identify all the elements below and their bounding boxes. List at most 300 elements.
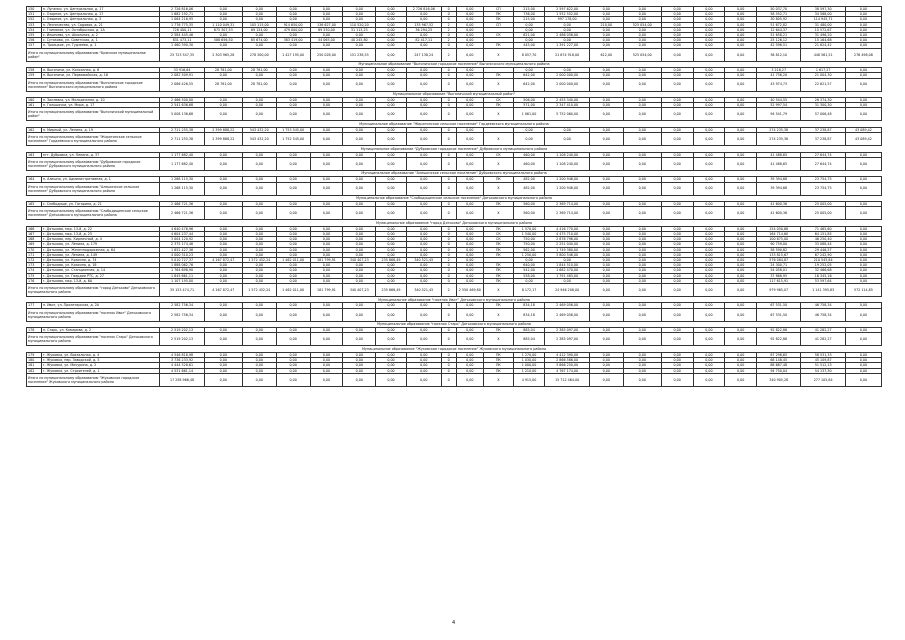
row-value: 479 000,00 bbox=[276, 27, 310, 32]
row-value: 0,00 bbox=[845, 152, 881, 157]
row-value: 1 888 062,76 bbox=[160, 263, 204, 268]
total-value: 0,00 bbox=[310, 333, 343, 346]
total-value: 0 bbox=[441, 373, 456, 386]
total-value: 0,00 bbox=[376, 333, 407, 346]
row-value: 0,00 bbox=[276, 43, 310, 48]
row-value: 0,00 bbox=[242, 103, 276, 108]
row-value: 69 530,00 bbox=[310, 27, 343, 32]
total-row bbox=[27, 78, 882, 91]
row-value: 0 bbox=[441, 231, 456, 236]
total-value: 2 086 426,55 bbox=[160, 78, 204, 91]
row-value: 0,00 bbox=[845, 328, 881, 333]
row-value: 28 781,00 bbox=[242, 68, 276, 73]
row-number: 181 bbox=[27, 363, 42, 368]
row-value: 0 bbox=[441, 303, 456, 308]
row-value: 0,00 bbox=[623, 328, 661, 333]
total-row bbox=[27, 283, 882, 296]
total-value: 0,00 bbox=[406, 133, 441, 146]
row-value: 340 521,45 bbox=[406, 257, 441, 262]
total-value: 0,00 bbox=[589, 333, 623, 346]
row-value: 0,00 bbox=[456, 12, 484, 17]
row-value: 42 596,51 bbox=[757, 43, 801, 48]
total-value: 1 268 115,30 bbox=[160, 182, 204, 195]
total-value: 0,00 bbox=[343, 157, 376, 170]
row-value: 4 546 818,98 bbox=[160, 352, 204, 357]
section-title: Муниципальное образование "Жуковское городское поселение" Жуковского муниципального района bbox=[27, 346, 882, 353]
row-value: 0,00 bbox=[343, 98, 376, 103]
row-value: 0,00 bbox=[845, 352, 881, 357]
row-value: 0,00 bbox=[589, 68, 623, 73]
total-value: 0,00 bbox=[623, 78, 661, 91]
row-value: 5 010 727,37 bbox=[160, 257, 204, 262]
row-address: с. Озорное, ул. Центральная, д. 17 bbox=[41, 12, 160, 17]
row-value: 543 432,20 bbox=[242, 127, 276, 132]
row-value: 2 466 721,36 bbox=[160, 202, 204, 207]
row-value: 0,00 bbox=[545, 38, 589, 43]
total-value: 15 712 464,00 bbox=[545, 373, 589, 386]
total-value: 25 723 547,35 bbox=[160, 48, 204, 61]
row-value: 0,00 bbox=[242, 278, 276, 283]
row-number: 175 bbox=[27, 273, 42, 278]
row-value: 0,00 bbox=[242, 177, 276, 182]
row-value: 0,00 bbox=[456, 226, 484, 231]
row-value: 114 945,71 bbox=[801, 17, 845, 22]
total-value: 0,00 bbox=[204, 308, 242, 321]
total-value: 0,00 bbox=[661, 48, 693, 61]
row-value: 0,00 bbox=[242, 263, 276, 268]
total-value: 0,00 bbox=[310, 373, 343, 386]
total-value: 340 407,23 bbox=[343, 283, 376, 296]
row-value: 0,00 bbox=[545, 278, 589, 283]
row-value: 54 137,30 bbox=[801, 368, 845, 373]
row-value: 821,00 bbox=[513, 33, 545, 38]
row-value: 0,00 bbox=[204, 152, 242, 157]
row-value: 1 540,00 bbox=[513, 231, 545, 236]
total-label: Итого по муниципальному образованию "Слободищенское сельское поселение" Дятьковского муниципального района bbox=[27, 207, 160, 220]
row-value: ПК bbox=[484, 368, 514, 373]
total-value: 0 bbox=[441, 157, 456, 170]
row-value: 0,00 bbox=[693, 257, 725, 262]
row-value: 0,00 bbox=[545, 68, 589, 73]
row-number: 158 bbox=[27, 68, 42, 73]
row-value: 41 756,20 bbox=[757, 73, 801, 78]
row-value: 0,00 bbox=[513, 27, 545, 32]
row-value: 0,00 bbox=[310, 98, 343, 103]
row-value: 0,00 bbox=[725, 303, 757, 308]
row-value: 0,00 bbox=[661, 303, 693, 308]
row-value: 0,00 bbox=[693, 202, 725, 207]
row-value: 0,00 bbox=[693, 328, 725, 333]
section-title: Муниципальное образование "Выгоничский муниципальный район" bbox=[27, 91, 882, 98]
row-value: 0,00 bbox=[276, 363, 310, 368]
row-value: 0,00 bbox=[456, 17, 484, 22]
row-value: 1 064 216,95 bbox=[160, 17, 204, 22]
row-value: 0,00 bbox=[406, 127, 441, 132]
row-value: 92 822,86 bbox=[757, 328, 801, 333]
row-value: 2 455 340,00 bbox=[545, 98, 589, 103]
row-value: 0,00 bbox=[623, 231, 661, 236]
total-value: 0,00 bbox=[845, 108, 881, 121]
row-value: 41 488,65 bbox=[757, 152, 801, 157]
row-value: 0,00 bbox=[376, 231, 407, 236]
total-value: 17 258 966,48 bbox=[160, 373, 204, 386]
total-value: 0 bbox=[441, 133, 456, 146]
total-row bbox=[27, 108, 882, 121]
row-value: 33 916,64 bbox=[160, 68, 204, 73]
row-value: 0,00 bbox=[376, 363, 407, 368]
row-address: г. Дятьково, ул. Гвардии РТС, д. 27 bbox=[41, 273, 160, 278]
row-value: ПК bbox=[484, 268, 514, 273]
row-address: г. Жуковка, пер. Заводской, д. 5 bbox=[41, 358, 160, 363]
row-value: 0,00 bbox=[725, 152, 757, 157]
row-value: 0,00 bbox=[406, 278, 441, 283]
row-value: 0,00 bbox=[693, 231, 725, 236]
row-number: 155 bbox=[27, 33, 42, 38]
row-value: 0,00 bbox=[661, 12, 693, 17]
row-value: 0,00 bbox=[406, 152, 441, 157]
row-value: 0,00 bbox=[845, 237, 881, 242]
row-value: 0 bbox=[441, 352, 456, 357]
row-value: 2 582 756,34 bbox=[160, 303, 204, 308]
row-value: 0,00 bbox=[310, 358, 343, 363]
row-value: 0,00 bbox=[589, 363, 623, 368]
row-value: 33 088,44 bbox=[801, 242, 845, 247]
total-value: 27 644,74 bbox=[801, 157, 845, 170]
row-value: 0,00 bbox=[406, 68, 441, 73]
row-value: 2 726 816,06 bbox=[406, 7, 441, 12]
row-value: 34 588,00 bbox=[801, 12, 845, 17]
row-value: 0,00 bbox=[456, 73, 484, 78]
row-value: 0,00 bbox=[661, 33, 693, 38]
row-value: 0,00 bbox=[845, 247, 881, 252]
row-value: 0,00 bbox=[376, 177, 407, 182]
row-value: 0 bbox=[441, 127, 456, 132]
total-value: 0,00 bbox=[456, 182, 484, 195]
row-number: 160 bbox=[27, 98, 42, 103]
row-value: 0,00 bbox=[343, 43, 376, 48]
total-value: 0,00 bbox=[693, 78, 725, 91]
row-value: 31 113,23 bbox=[343, 27, 376, 32]
row-value: 0,00 bbox=[661, 263, 693, 268]
row-value: 0 bbox=[441, 202, 456, 207]
row-value: 0,00 bbox=[589, 328, 623, 333]
row-value: 0,00 bbox=[376, 103, 407, 108]
row-value: 0,00 bbox=[376, 17, 407, 22]
row-value: 2 726 816,06 bbox=[160, 7, 204, 12]
row-value: 0,00 bbox=[343, 303, 376, 308]
row-value: 0,00 bbox=[242, 152, 276, 157]
total-value: 0,00 bbox=[623, 373, 661, 386]
row-value: 32 466,68 bbox=[801, 268, 845, 273]
row-value: 0,00 bbox=[376, 27, 407, 32]
row-value: 460,00 bbox=[513, 152, 545, 157]
row-value: 0,00 bbox=[623, 27, 661, 32]
row-value: 2 251 040,00 bbox=[545, 242, 589, 247]
row-value: 0,00 bbox=[661, 268, 693, 273]
row-value: 0,00 bbox=[376, 303, 407, 308]
row-value: 0,00 bbox=[623, 33, 661, 38]
row-value: 642,00 bbox=[513, 73, 545, 78]
row-value: 58 531,33 bbox=[801, 352, 845, 357]
row-value: 0,00 bbox=[406, 242, 441, 247]
total-label: Итого по муниципальному образованию "город Дятьково" Дятьковского муниципального района bbox=[27, 283, 160, 296]
row-value: 0,00 bbox=[376, 38, 407, 43]
row-value: 750,00 bbox=[513, 242, 545, 247]
row-value: 0,00 bbox=[204, 17, 242, 22]
row-value: 0,00 bbox=[623, 242, 661, 247]
row-value: 0,00 bbox=[343, 242, 376, 247]
total-value: 276 498,08 bbox=[845, 48, 881, 61]
row-value: 87 298,65 bbox=[757, 352, 801, 357]
row-value: 0,00 bbox=[693, 27, 725, 32]
total-value: 0,00 bbox=[693, 108, 725, 121]
row-value: 0,00 bbox=[693, 22, 725, 27]
total-label: Итого по муниципальному образованию "Брянское муниципальное район" bbox=[27, 48, 160, 61]
row-value: 0,00 bbox=[456, 202, 484, 207]
total-value: 560,00 bbox=[513, 207, 545, 220]
row-value: 4 412 390,00 bbox=[545, 352, 589, 357]
row-value: 0,00 bbox=[310, 152, 343, 157]
row-value: 0,00 bbox=[693, 103, 725, 108]
row-value: 0,00 bbox=[242, 33, 276, 38]
row-value: 2 399 888,22 bbox=[204, 127, 242, 132]
row-value: 0,00 bbox=[310, 73, 343, 78]
row-value: 0,00 bbox=[310, 202, 343, 207]
row-value: 1 852 427,36 bbox=[160, 247, 204, 252]
total-value: 0,00 bbox=[406, 373, 441, 386]
row-value: 0,00 bbox=[725, 273, 757, 278]
row-value: 0,00 bbox=[204, 242, 242, 247]
row-value: 0,00 bbox=[204, 247, 242, 252]
total-label: Итого по муниципальному образованию "Жирятинское сельское поселение" Гордеевского муниципального района bbox=[27, 133, 160, 146]
row-value: 831 473,11 bbox=[160, 38, 204, 43]
row-value: 2 866 586,00 bbox=[545, 358, 589, 363]
row-address: п. Мирный, ул. Ленина, д. 19 bbox=[41, 127, 160, 132]
row-value: 41 600,36 bbox=[757, 202, 801, 207]
row-value: 45 109,87 bbox=[801, 358, 845, 363]
row-value: 0,00 bbox=[343, 68, 376, 73]
row-value: 0,00 bbox=[406, 73, 441, 78]
row-value: 215,00 bbox=[513, 17, 545, 22]
row-value: 0,00 bbox=[845, 17, 881, 22]
row-address: г. Жуковка, ул. Строителей, д. 1 bbox=[41, 368, 160, 373]
row-value: 0,00 bbox=[204, 358, 242, 363]
row-value: 0,00 bbox=[661, 252, 693, 257]
row-value: 0 bbox=[441, 103, 456, 108]
row-value: 0,00 bbox=[623, 43, 661, 48]
row-value: 0,00 bbox=[406, 226, 441, 231]
row-value: 0,00 bbox=[623, 127, 661, 132]
row-value: 0,00 bbox=[661, 257, 693, 262]
row-value: 0,00 bbox=[204, 73, 242, 78]
row-value: 0,00 bbox=[693, 33, 725, 38]
row-value: 4 640 476,96 bbox=[160, 226, 204, 231]
row-value: 0,00 bbox=[204, 363, 242, 368]
row-value: 736,00 bbox=[513, 12, 545, 17]
total-value: Х bbox=[484, 48, 514, 61]
row-value: 0,00 bbox=[343, 73, 376, 78]
row-value: 36 294,25 bbox=[406, 27, 441, 32]
row-value: 1 000,00 bbox=[513, 363, 545, 368]
total-value: 448 561,51 bbox=[801, 48, 845, 61]
total-value: 0,00 bbox=[589, 78, 623, 91]
row-value: 0,00 bbox=[343, 368, 376, 373]
total-value: 0,00 bbox=[661, 333, 693, 346]
row-value: 0,00 bbox=[276, 177, 310, 182]
row-value: 0,00 bbox=[204, 368, 242, 373]
total-value: 0,00 bbox=[406, 182, 441, 195]
row-value: 0,00 bbox=[845, 303, 881, 308]
row-value: 41 282,27 bbox=[801, 328, 845, 333]
total-value: 0,00 bbox=[693, 283, 725, 296]
row-value: 0,00 bbox=[204, 352, 242, 357]
row-value: 0 bbox=[441, 278, 456, 283]
section-title: Муниципальное образование "поселок Старь" Дятьковского муниципального района bbox=[27, 321, 882, 328]
row-value: 0,00 bbox=[661, 363, 693, 368]
total-value: 0,00 bbox=[693, 333, 725, 346]
row-value: 0,00 bbox=[693, 363, 725, 368]
total-value: 0,00 bbox=[725, 157, 757, 170]
row-value: 0,00 bbox=[623, 263, 661, 268]
row-value: 0,00 bbox=[343, 328, 376, 333]
row-value: 38 597,30 bbox=[801, 7, 845, 12]
row-value: 0 bbox=[441, 12, 456, 17]
row-value: 0,00 bbox=[406, 252, 441, 257]
total-value: Х bbox=[484, 133, 514, 146]
row-value: 0,00 bbox=[661, 328, 693, 333]
row-value: 0,00 bbox=[725, 68, 757, 73]
total-label: Итого по муниципальному образованию "Алешинское сельское поселение" Дубровского муниципального района bbox=[27, 182, 160, 195]
row-value: 0,00 bbox=[204, 263, 242, 268]
row-value: 0,00 bbox=[456, 237, 484, 242]
row-value: 0,00 bbox=[310, 12, 343, 17]
total-value: 0,00 bbox=[406, 157, 441, 170]
row-address: г. Жуковка, ул. Мичурина, д. 2 bbox=[41, 363, 160, 368]
total-value: 0,00 bbox=[623, 207, 661, 220]
row-value: 1 268 115,30 bbox=[160, 177, 204, 182]
total-row bbox=[27, 182, 882, 195]
total-value: 94 541,79 bbox=[757, 108, 801, 121]
row-number: 163 bbox=[27, 152, 42, 157]
row-value: 67 242,90 bbox=[801, 252, 845, 257]
row-value: 28 781,00 bbox=[204, 68, 242, 73]
row-value: 0,00 bbox=[725, 237, 757, 242]
row-value: 0,00 bbox=[276, 231, 310, 236]
row-value: 54 065,00 bbox=[310, 38, 343, 43]
row-value: 0,00 bbox=[661, 358, 693, 363]
row-value: 0,00 bbox=[589, 27, 623, 32]
total-value: 0,00 bbox=[204, 207, 242, 220]
row-value: ПК bbox=[484, 303, 514, 308]
total-value: 39 394,68 bbox=[757, 182, 801, 195]
total-value: 274 235,38 bbox=[757, 133, 801, 146]
row-value: 0,00 bbox=[725, 242, 757, 247]
row-value: 1 776 775,35 bbox=[160, 22, 204, 27]
row-address: п. Старь, ул. Комарова, д. 2 bbox=[41, 328, 160, 333]
row-value: 0,00 bbox=[589, 303, 623, 308]
row-value: СК bbox=[484, 237, 514, 242]
row-value: 0,00 bbox=[845, 12, 881, 17]
row-value: 0,00 bbox=[661, 226, 693, 231]
total-value: 5 008 136,68 bbox=[160, 108, 204, 121]
row-value: 105 115,00 bbox=[242, 22, 276, 27]
row-value: 0,00 bbox=[589, 237, 623, 242]
total-row bbox=[27, 308, 882, 321]
row-value: 0,00 bbox=[661, 103, 693, 108]
row-number: 153 bbox=[27, 22, 42, 27]
row-value: 0,00 bbox=[242, 43, 276, 48]
total-value: 340 521,45 bbox=[406, 283, 441, 296]
row-value: 0,00 bbox=[376, 73, 407, 78]
row-value: 0,00 bbox=[589, 12, 623, 17]
row-value: ПК bbox=[484, 358, 514, 363]
row-value: 25 126,12 bbox=[757, 38, 801, 43]
row-value: ПК bbox=[484, 263, 514, 268]
row-value: 0,00 bbox=[845, 278, 881, 283]
total-value: 43 089,42 bbox=[845, 133, 881, 146]
row-value: 0,00 bbox=[204, 328, 242, 333]
row-value: 1 210,00 bbox=[513, 368, 545, 373]
row-value: 0,00 bbox=[242, 231, 276, 236]
row-value: 235 868,49 bbox=[376, 257, 407, 262]
row-value: 0,00 bbox=[242, 268, 276, 273]
row-value: 0,00 bbox=[456, 358, 484, 363]
row-value: 0,00 bbox=[845, 33, 881, 38]
row-value: 46 758,34 bbox=[801, 303, 845, 308]
total-value: 1 572 452,24 bbox=[242, 283, 276, 296]
row-address: г. Дятьково, мкр. 13-й, д. 6А bbox=[41, 278, 160, 283]
total-value: 0,00 bbox=[406, 108, 441, 121]
row-value: 0,00 bbox=[343, 268, 376, 273]
total-value: 0,00 bbox=[589, 108, 623, 121]
row-value: 0,00 bbox=[406, 273, 441, 278]
total-value: 0,00 bbox=[693, 48, 725, 61]
row-value: 0,00 bbox=[725, 247, 757, 252]
row-value: 0,00 bbox=[406, 328, 441, 333]
row-value: 0,00 bbox=[204, 202, 242, 207]
row-value: 0,00 bbox=[661, 127, 693, 132]
row-value: 0 bbox=[441, 17, 456, 22]
row-value: 0,00 bbox=[242, 73, 276, 78]
row-value: 181 799,91 bbox=[310, 257, 343, 262]
row-value: 0,00 bbox=[456, 273, 484, 278]
total-value: 1 462 011,00 bbox=[276, 283, 310, 296]
row-value: 0,00 bbox=[589, 257, 623, 262]
row-value: 0 bbox=[441, 242, 456, 247]
row-number: 162 bbox=[27, 127, 42, 132]
row-value: 117 615,91 bbox=[757, 278, 801, 283]
row-value: 0,00 bbox=[276, 7, 310, 12]
row-address: г. Дятьково, ул. Станционная, д. 14 bbox=[41, 268, 160, 273]
row-value: 0,00 bbox=[545, 257, 589, 262]
row-value: 0,00 bbox=[725, 103, 757, 108]
total-value: 0,00 bbox=[623, 182, 661, 195]
total-value: 0,00 bbox=[204, 373, 242, 386]
row-value: 2 000 000,00 bbox=[545, 73, 589, 78]
row-value: 0,00 bbox=[725, 17, 757, 22]
row-value: 1 682 192,71 bbox=[160, 12, 204, 17]
row-value: 3 218,27 bbox=[757, 68, 801, 73]
row-value: 0,00 bbox=[589, 273, 623, 278]
row-value: 562,00 bbox=[513, 247, 545, 252]
row-value: 100 675,00 bbox=[757, 237, 801, 242]
row-value: 0,00 bbox=[242, 358, 276, 363]
total-value: 0,00 bbox=[343, 308, 376, 321]
row-address: г. Дятьково, мкр. 13-й, д. 25 bbox=[41, 231, 160, 236]
row-value: 0,00 bbox=[376, 352, 407, 357]
row-value: 0,00 bbox=[693, 303, 725, 308]
total-row bbox=[27, 133, 882, 146]
